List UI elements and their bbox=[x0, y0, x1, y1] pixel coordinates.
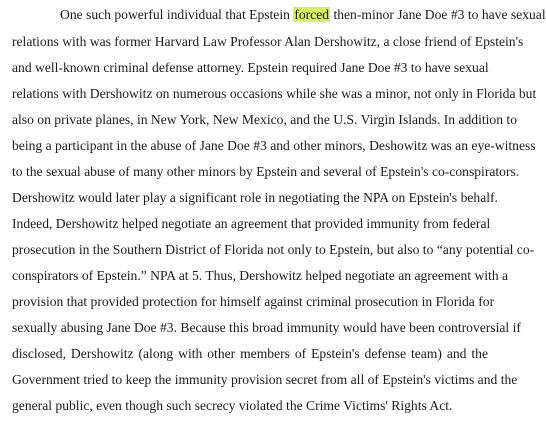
paragraph-line-5: also on private planes, in New York, New Mexico, and the U.S. Virgin Islands. In addition to bbox=[12, 112, 517, 127]
paragraph-line-4: relations with Dershowitz on numerous occasions while she was a minor, not only in Florida but bbox=[12, 86, 537, 101]
paragraph-line-16: general public, even though such secrecy violated the Crime Victims' Rights Act. bbox=[12, 398, 453, 413]
paragraph-line-13: sexually abusing Jane Doe #3. Because this broad immunity would have been controversial if bbox=[12, 320, 521, 335]
paragraph-line-10: prosecution in the Southern District of Florida not only to Epstein, but also to “any potential co- bbox=[12, 242, 535, 257]
paragraph-line-12: provision that provided protection for himself against criminal prosecution in Florida for bbox=[12, 294, 495, 309]
highlighted-word: forced bbox=[294, 7, 330, 22]
paragraph-line-7: to the sexual abuse of many other minors by Epstein and several of Epstein's co-conspirators. bbox=[12, 164, 520, 179]
line-1-after: then-minor Jane Doe #3 to have sexual bbox=[333, 7, 546, 22]
paragraph-line-1 bbox=[60, 7, 546, 23]
paragraph-line-3: and well-known criminal defense attorney. Epstein required Jane Doe #3 to have sexual bbox=[12, 60, 489, 75]
line-1-before: One such powerful individual that Epstein bbox=[60, 7, 290, 22]
paragraph-line-6: being a participant in the abuse of Jane Doe #3 and other minors, Deshowitz was an eye-witness bbox=[12, 138, 536, 153]
paragraph-line-14: disclosed, Dershowitz (along with other members of Epstein's defense team) and the bbox=[12, 346, 488, 361]
paragraph-line-11: conspirators of Epstein.” NPA at 5. Thus, Dershowitz helped negotiate an agreement with a bbox=[12, 268, 509, 283]
paragraph-line-15: Government tried to keep the immunity provision secret from all of Epstein's victims and the bbox=[12, 372, 518, 387]
paragraph-line-9: Indeed, Dershowitz helped negotiate an agreement that provided immunity from federal bbox=[12, 216, 491, 231]
paragraph-line-8: Dershowitz would later play a significant role in negotiating the NPA on Epstein's behalf. bbox=[12, 190, 498, 205]
paragraph-line-2: relations with was former Harvard Law Professor Alan Dershowitz, a close friend of Epstein's bbox=[12, 34, 524, 49]
